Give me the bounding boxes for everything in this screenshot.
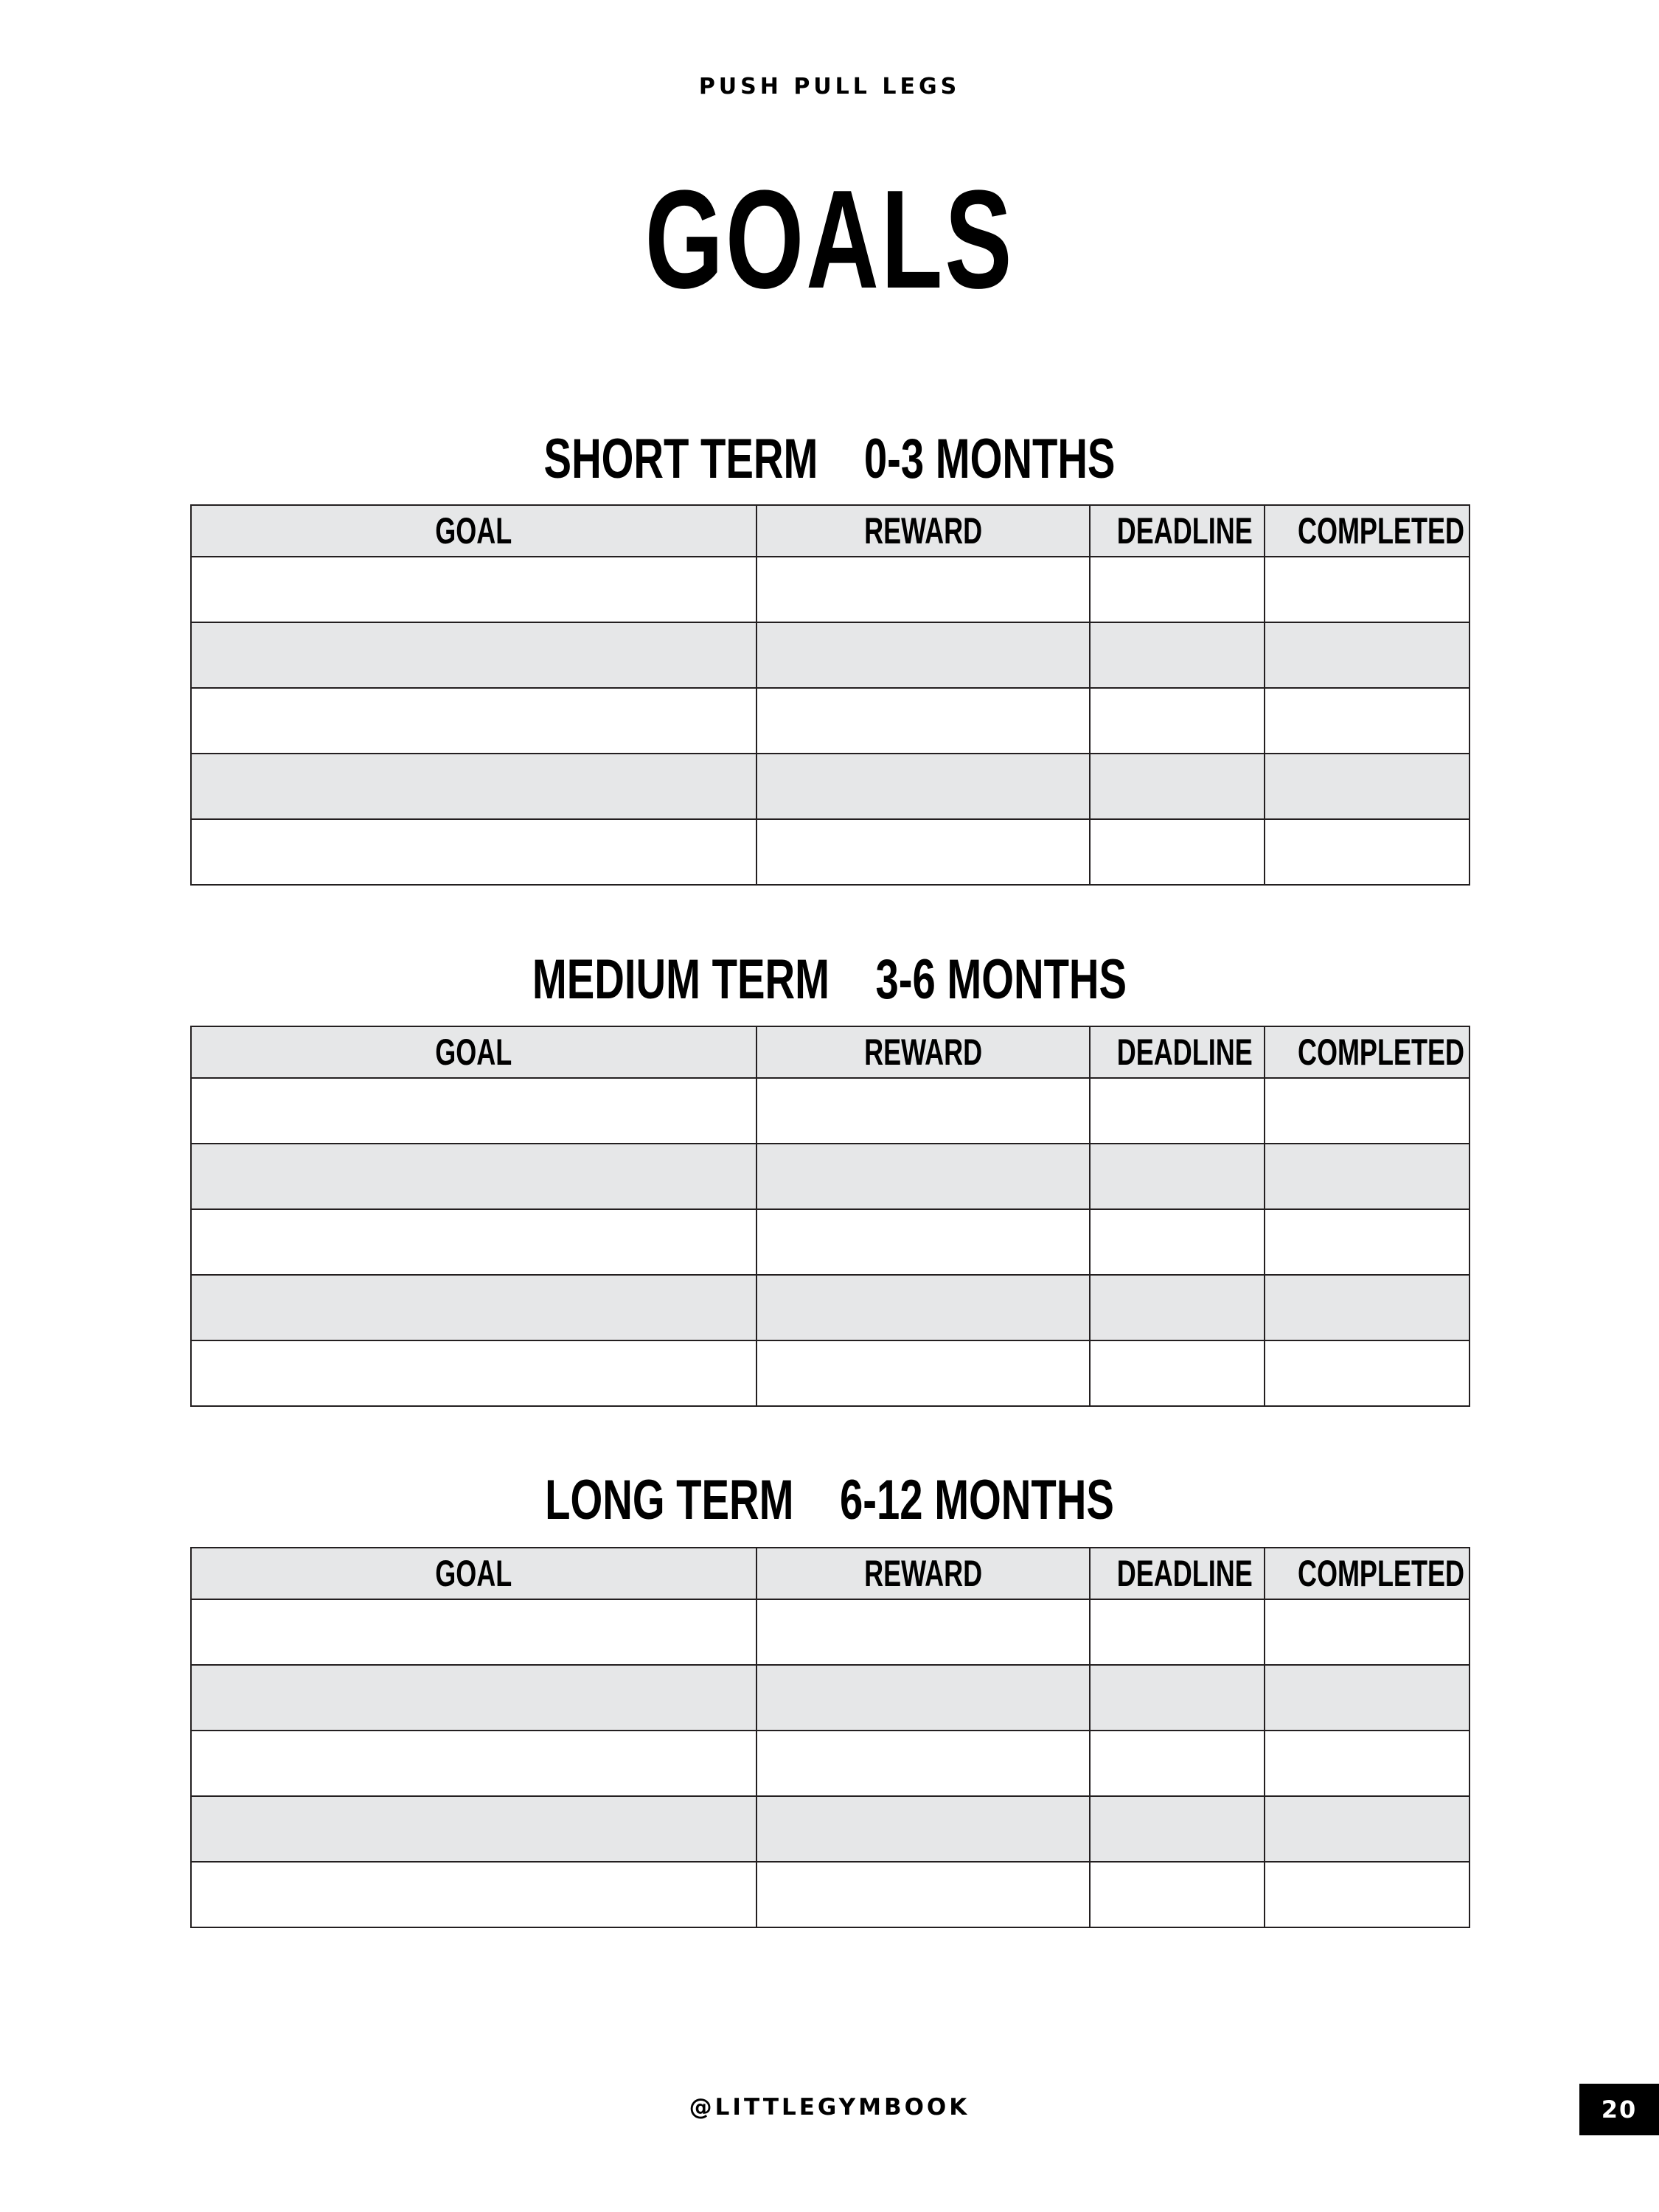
deadline-cell[interactable] — [1090, 688, 1265, 754]
goal-cell[interactable] — [191, 819, 757, 885]
reward-cell[interactable] — [757, 1144, 1090, 1209]
completed-cell[interactable] — [1265, 1599, 1470, 1665]
column-header-goal: GOAL — [191, 1548, 757, 1599]
deadline-cell[interactable] — [1090, 1665, 1265, 1731]
reward-cell[interactable] — [757, 1862, 1090, 1927]
reward-cell[interactable] — [757, 1796, 1090, 1862]
goal-cell[interactable] — [191, 1862, 757, 1927]
medium-term-goals-table — [190, 1026, 1470, 1407]
goal-cell[interactable] — [191, 622, 757, 688]
completed-cell[interactable] — [1265, 622, 1470, 688]
reward-cell[interactable] — [757, 754, 1090, 819]
completed-cell[interactable] — [1265, 688, 1470, 754]
completed-cell[interactable] — [1265, 1144, 1470, 1209]
section-heading-short-term: SHORT TERM 0-3 MONTHS — [543, 428, 1116, 490]
reward-cell[interactable] — [757, 1275, 1090, 1340]
table-row — [191, 1665, 1470, 1731]
goal-cell[interactable] — [191, 1275, 757, 1340]
deadline-cell[interactable] — [1090, 754, 1265, 819]
table-row — [191, 557, 1470, 622]
table-header-row — [191, 505, 1470, 557]
table-row — [191, 1599, 1470, 1665]
deadline-cell[interactable] — [1090, 819, 1265, 885]
table-row — [191, 754, 1470, 819]
deadline-cell[interactable] — [1090, 622, 1265, 688]
deadline-cell[interactable] — [1090, 557, 1265, 622]
completed-cell[interactable] — [1265, 1665, 1470, 1731]
completed-cell[interactable] — [1265, 754, 1470, 819]
short-term-goals-table — [190, 504, 1470, 886]
completed-cell[interactable] — [1265, 1275, 1470, 1340]
deadline-cell[interactable] — [1090, 1209, 1265, 1275]
goal-cell[interactable] — [191, 1078, 757, 1144]
goal-cell[interactable] — [191, 1340, 757, 1406]
reward-cell[interactable] — [757, 1078, 1090, 1144]
reward-cell[interactable] — [757, 1340, 1090, 1406]
table-row — [191, 819, 1470, 885]
goal-cell[interactable] — [191, 1144, 757, 1209]
completed-cell[interactable] — [1265, 1862, 1470, 1927]
reward-cell[interactable] — [757, 1665, 1090, 1731]
brand-label: PUSH PULL LEGS — [698, 74, 961, 100]
deadline-cell[interactable] — [1090, 1862, 1265, 1927]
table-row — [191, 1275, 1470, 1340]
column-header-completed: COMPLETED — [1265, 505, 1470, 557]
page-title: GOALS — [644, 161, 1015, 318]
column-header-deadline: DEADLINE — [1090, 505, 1265, 557]
deadline-cell[interactable] — [1090, 1599, 1265, 1665]
goal-cell[interactable] — [191, 1209, 757, 1275]
table-header-row — [191, 1548, 1470, 1599]
footer-handle: @LITTLEGYMBOOK — [689, 2094, 970, 2121]
completed-cell[interactable] — [1265, 1209, 1470, 1275]
table-row — [191, 1862, 1470, 1927]
reward-cell[interactable] — [757, 688, 1090, 754]
deadline-cell[interactable] — [1090, 1340, 1265, 1406]
reward-cell[interactable] — [757, 1209, 1090, 1275]
deadline-cell[interactable] — [1090, 1275, 1265, 1340]
deadline-cell[interactable] — [1090, 1144, 1265, 1209]
reward-cell[interactable] — [757, 819, 1090, 885]
table-row — [191, 1078, 1470, 1144]
deadline-cell[interactable] — [1090, 1078, 1265, 1144]
column-header-reward: REWARD — [757, 505, 1090, 557]
column-header-goal: GOAL — [191, 505, 757, 557]
deadline-cell[interactable] — [1090, 1796, 1265, 1862]
page-number: 20 — [1579, 2084, 1659, 2135]
completed-cell[interactable] — [1265, 1340, 1470, 1406]
completed-cell[interactable] — [1265, 557, 1470, 622]
column-header-completed: COMPLETED — [1265, 1548, 1470, 1599]
goal-cell[interactable] — [191, 1665, 757, 1731]
table-row — [191, 1731, 1470, 1796]
long-term-goals-table — [190, 1547, 1470, 1928]
goal-cell[interactable] — [191, 688, 757, 754]
column-header-completed: COMPLETED — [1265, 1026, 1470, 1078]
table-row — [191, 1209, 1470, 1275]
table-row — [191, 1796, 1470, 1862]
completed-cell[interactable] — [1265, 1796, 1470, 1862]
goal-cell[interactable] — [191, 557, 757, 622]
reward-cell[interactable] — [757, 557, 1090, 622]
table-row — [191, 1144, 1470, 1209]
goal-cell[interactable] — [191, 754, 757, 819]
reward-cell[interactable] — [757, 1731, 1090, 1796]
column-header-deadline: DEADLINE — [1090, 1548, 1265, 1599]
section-heading-long-term: LONG TERM 6-12 MONTHS — [545, 1469, 1114, 1531]
column-header-reward: REWARD — [757, 1548, 1090, 1599]
table-row — [191, 622, 1470, 688]
table-row — [191, 688, 1470, 754]
goal-cell[interactable] — [191, 1599, 757, 1665]
reward-cell[interactable] — [757, 1599, 1090, 1665]
completed-cell[interactable] — [1265, 1731, 1470, 1796]
table-row — [191, 1340, 1470, 1406]
deadline-cell[interactable] — [1090, 1731, 1265, 1796]
reward-cell[interactable] — [757, 622, 1090, 688]
column-header-goal: GOAL — [191, 1026, 757, 1078]
column-header-reward: REWARD — [757, 1026, 1090, 1078]
completed-cell[interactable] — [1265, 1078, 1470, 1144]
column-header-deadline: DEADLINE — [1090, 1026, 1265, 1078]
goal-cell[interactable] — [191, 1731, 757, 1796]
goal-cell[interactable] — [191, 1796, 757, 1862]
completed-cell[interactable] — [1265, 819, 1470, 885]
section-heading-medium-term: MEDIUM TERM 3-6 MONTHS — [532, 948, 1127, 1011]
table-header-row — [191, 1026, 1470, 1078]
